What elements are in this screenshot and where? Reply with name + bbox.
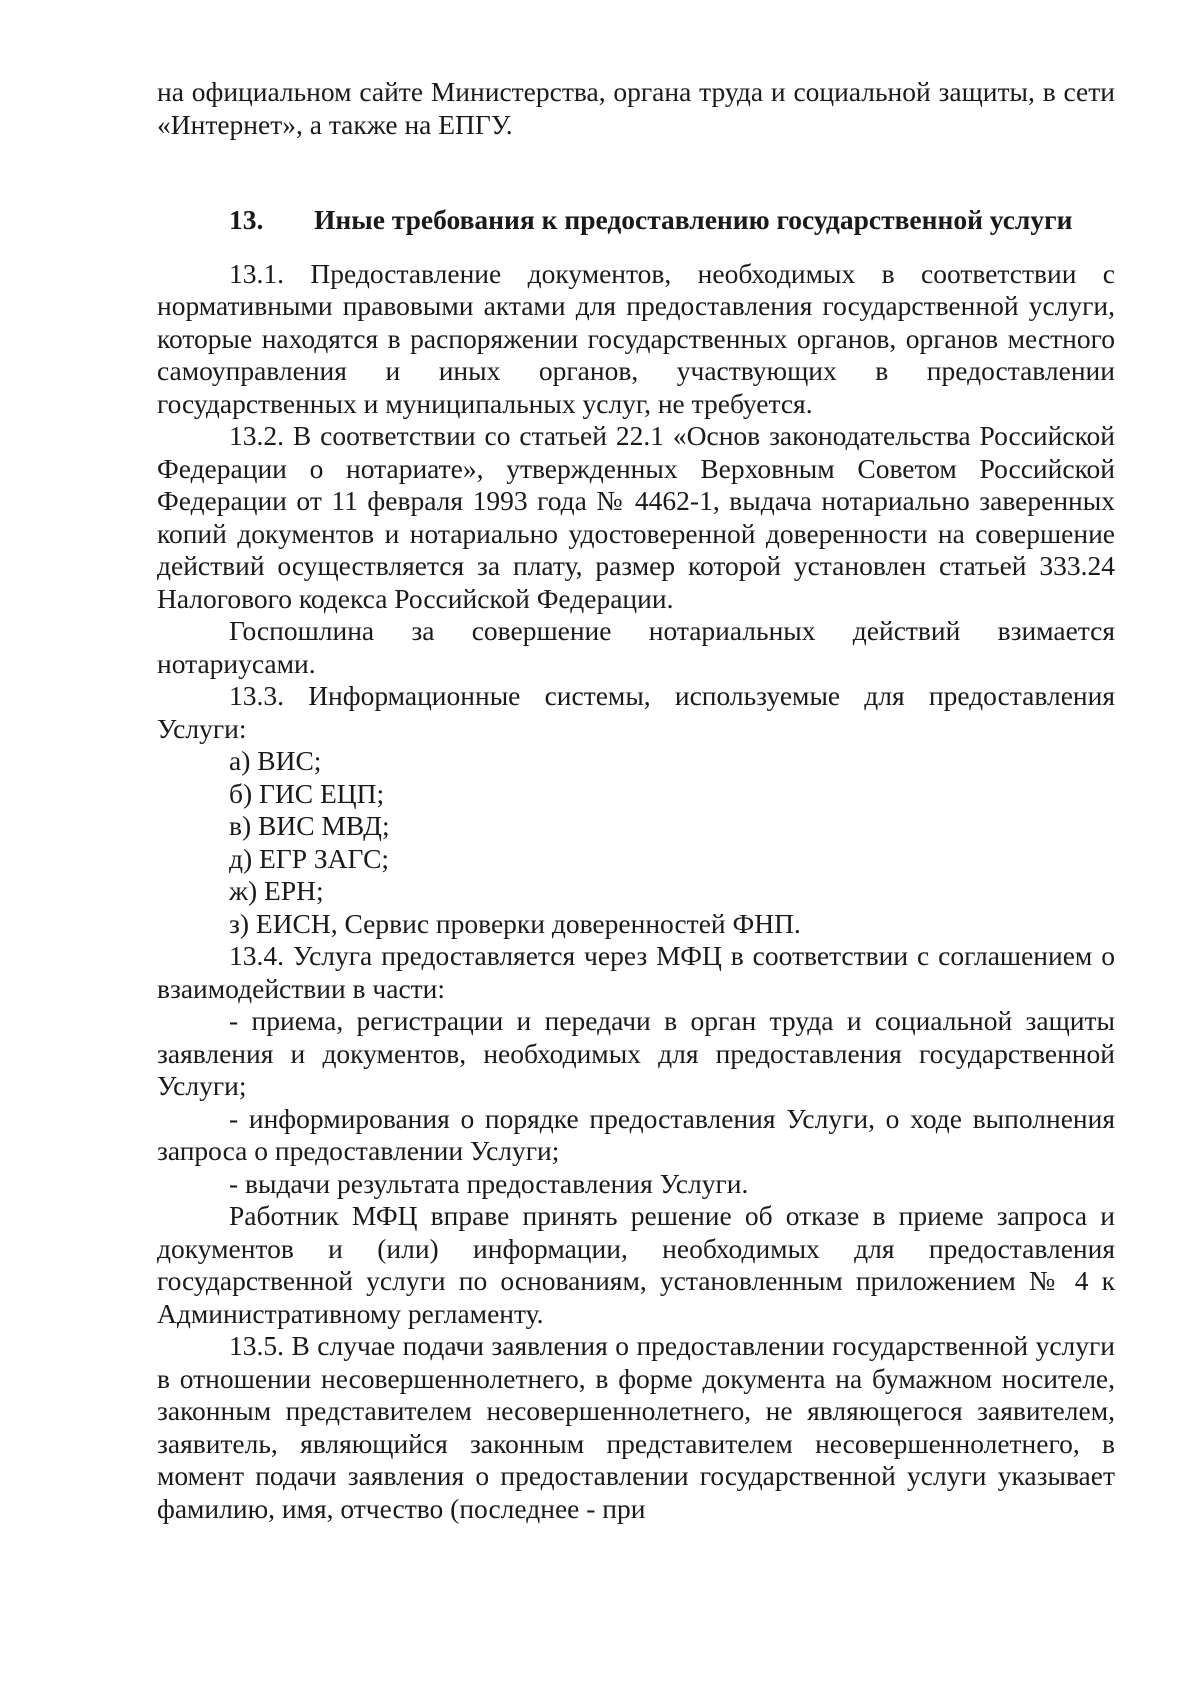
mfc-list-item: - информирования о порядке предоставления Услуги, о ходе выполнения запроса о предоставлении Услуги; xyxy=(157,1102,1115,1166)
paragraph-13-4: 13.4. Услуга предоставляется через МФЦ в соответствии с соглашением о взаимодействии в части: xyxy=(157,940,1115,1004)
paragraph-state-fee: Госпошлина за совершение нотариальных действий взимается нотариусами. xyxy=(157,615,1115,679)
paragraph-13-5: 13.5. В случае подачи заявления о предоставлении государственной услуги в отношении несовершеннолетнего, в форме документа на бумажном носителе, законным представителем несовершеннолетнего, не являющегося заявителем, заявитель, являющийся законным представителем несовершеннолетнего, в момент подачи заявления о предоставлении государственной услуги указывает фамилию, имя, отчество (последнее - при xyxy=(157,1330,1115,1524)
system-list-item: з) ЕИСН, Сервис проверки доверенностей ФНП. xyxy=(229,907,801,939)
system-list-item: а) ВИС; xyxy=(229,745,322,776)
mfc-list-item: - выдачи результата предоставления Услуги. xyxy=(229,1167,749,1199)
system-list-item: в) ВИС МВД; xyxy=(229,810,390,841)
document-body xyxy=(157,76,1115,1525)
paragraph-13-3: 13.3. Информационные системы, используемые для предоставления Услуги: xyxy=(157,680,1115,744)
paragraph-refusal: Работник МФЦ вправе принять решение об отказе в приеме запроса и документов и (или) информации, необходимых для предоставления государственной услуги по основаниям, установленным приложением № 4 к Административному регламенту. xyxy=(157,1200,1115,1329)
system-list-item: ж) ЕРН; xyxy=(229,875,324,906)
intro-paragraph: на официальном сайте Министерства, органа труда и социальной защиты, в сети «Интернет», а также на ЕПГУ. xyxy=(157,76,1115,140)
system-list-item: д) ЕГР ЗАГС; xyxy=(229,842,390,874)
paragraph-13-2: 13.2. В соответствии со статьей 22.1 «Основ законодательства Российской Федерации о нотариате», утвержденных Верховным Советом Российской Федерации от 11 февраля 1993 года № 4462-1, выдача нотариально заверенных копий документов и нотариально удостоверенной доверенности на совершение действий осуществляется за плату, размер которой установлен статьей 333.24 Налогового кодекса Российской Федерации. xyxy=(157,420,1115,614)
section-number: 13. xyxy=(229,204,264,235)
system-list-item: б) ГИС ЕЦП; xyxy=(229,777,385,809)
paragraph-13-1: 13.1. Предоставление документов, необходимых в соответствии с нормативными правовыми актами для предоставления государственной услуги, которые находятся в распоряжении государственных органов, органов местного самоуправления и иных органов, участвующих в предоставлении государственных и муниципальных услуг, не требуется. xyxy=(157,257,1115,419)
mfc-list-item: - приема, регистрации и передачи в орган труда и социальной защиты заявления и документов, необходимых для предоставления государственной Услуги; xyxy=(157,1005,1115,1101)
section-heading xyxy=(157,204,1115,237)
section-title: Иные требования к предоставлению государственной услуги xyxy=(314,204,1073,235)
